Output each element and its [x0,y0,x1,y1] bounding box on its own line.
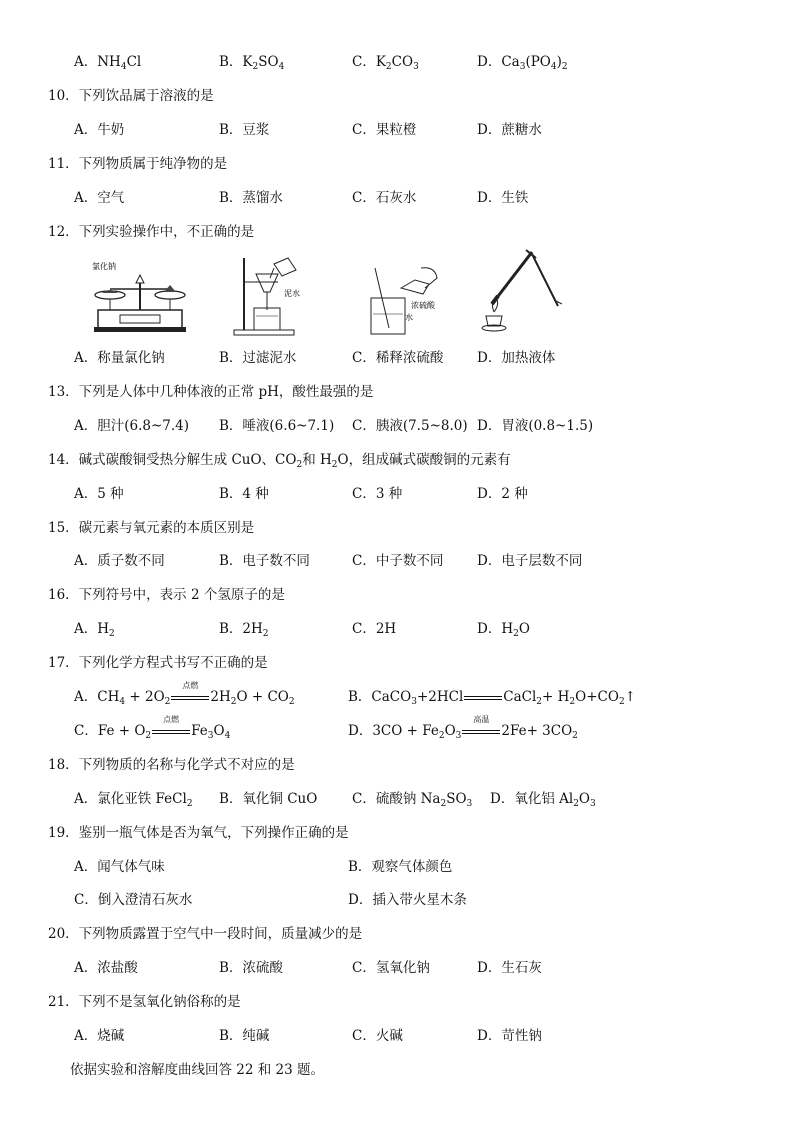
q10-stem: 10．下列饮品属于溶液的是 [48,88,214,104]
q17-option-d: D．$3CO + Fe_2O_3$ 高温 $2Fe+ 3CO_2$ [348,714,578,741]
q12-stem: 12．下列实验操作中，不正确的是 [48,224,255,240]
balance-label: 氯化钠 [92,262,116,271]
q11-option-c: C．石灰水 [352,190,417,206]
q18-option-c: C．硫酸钠 $Na_2SO_3$ [352,791,473,809]
q9-option-b: B．$K_2SO_4$ [219,54,285,72]
q16-option-c: C．2H [352,621,397,637]
q20-option-c: C．氢氧化钠 [352,960,430,976]
q13-option-b: B．唾液(6.6~7.1) [219,418,335,434]
q21-option-a: A．烧碱 [74,1028,125,1044]
equals-arrow: 高温 [462,727,500,737]
footer-instruction: 依据实验和溶解度曲线回答 22 和 23 题。 [70,1062,325,1078]
q11-option-b: B．蒸馏水 [219,190,283,206]
q19-stem: 19．鉴别一瓶气体是否为氧气，下列操作正确的是 [48,825,349,841]
q19-option-c: C．倒入澄清石灰水 [74,892,193,908]
q15-option-a: A．质子数不同 [74,553,165,569]
q17-option-b: B．CaCO$_3$+2HCl CaCl$_2$+ $H_2O+CO_2↑$ [348,689,636,707]
q11-stem: 11．下列物质属于纯净物的是 [48,156,228,172]
q13-stem: 13．下列是人体中几种体液的正常 pH，酸性最强的是 [48,384,374,400]
q21-option-d: D．苛性钠 [477,1028,542,1044]
q13-option-a: A．胆汁(6.8~7.4) [74,418,190,434]
q15-option-d: D．电子层数不同 [477,553,583,569]
q16-option-a: A．$H_2$ [74,621,115,639]
q12-option-d: D．加热液体 [477,350,556,366]
q9-option-a: A．$NH_4Cl$ [74,54,142,72]
q12-option-a: A．称量氯化钠 [74,350,165,366]
q18-option-b: B．氧化铜 CuO [219,791,318,807]
q19-option-a: A．闻气体气味 [74,859,165,875]
q11-option-d: D．生铁 [477,190,529,206]
q10-option-c: C．果粒橙 [352,122,417,138]
q10-option-d: D．蔗糖水 [477,122,542,138]
filtration-figure [230,252,315,337]
q14-option-a: A．5 种 [74,486,124,502]
q17-stem: 17．下列化学方程式书写不正确的是 [48,655,268,671]
q17-option-a: A．$CH_4 + 2O_2$ 点燃 $2H_2O + CO_2$ [74,680,295,707]
q12-option-b: B．过滤泥水 [219,350,297,366]
q19-option-d: D．插入带火星木条 [348,892,467,908]
q16-option-d: D．$H_2O$ [477,621,530,639]
q20-option-d: D．生石灰 [477,960,542,976]
dilution-figure [365,258,460,338]
dilution-label-water: 水 [405,313,413,322]
q14-option-c: C．3 种 [352,486,403,502]
q17-option-c: C．$Fe + O_2$ 点燃 $Fe_3O_4$ [74,714,231,741]
q13-option-d: D．胃液(0.8~1.5) [477,418,594,434]
q20-stem: 20．下列物质露置于空气中一段时间，质量减少的是 [48,926,363,942]
equals-arrow: 点燃 [152,727,190,737]
q12-option-c: C．稀释浓硫酸 [352,350,444,366]
q16-stem: 16．下列符号中，表示 2 个氢原子的是 [48,587,285,603]
q14-option-d: D．2 种 [477,486,528,502]
q21-stem: 21．下列不是氢氧化钠俗称的是 [48,994,241,1010]
q9-option-c: C．$K_2CO_3$ [352,54,419,72]
q18-stem: 18．下列物质的名称与化学式不对应的是 [48,757,295,773]
q16-option-b: B．$2H_2$ [219,621,269,639]
q14-stem: 14．碱式碳酸铜受热分解生成 CuO、$CO_2$和 $H_2O$，组成碱式碳酸铜的元素有 [48,452,511,470]
q19-option-b: B．观察气体颜色 [348,859,453,875]
q18-option-a: A．氯化亚铁 FeCl$_2$ [74,791,193,809]
equals-arrow [464,693,502,703]
q21-option-b: B．纯碱 [219,1028,270,1044]
q15-stem: 15．碳元素与氧元素的本质区别是 [48,520,255,536]
dilution-label-acid: 浓硫酸 [411,301,435,310]
q15-option-b: B．电子数不同 [219,553,310,569]
q13-option-c: C．胰液(7.5~8.0) [352,418,468,434]
equals-arrow: 点燃 [171,693,209,703]
q14-option-b: B．4 种 [219,486,269,502]
q18-option-d: D．氧化铝 $Al_2O_3$ [490,791,596,809]
filtration-label: 泥水 [284,289,300,298]
q20-option-a: A．浓盐酸 [74,960,138,976]
balance-figure [90,255,190,335]
heating-figure [478,244,568,334]
q20-option-b: B．浓硫酸 [219,960,283,976]
q10-option-b: B．豆浆 [219,122,270,138]
q10-option-a: A．牛奶 [74,122,125,138]
q9-option-d: D．$Ca_3(PO_4)_2$ [477,54,568,72]
q15-option-c: C．中子数不同 [352,553,444,569]
q21-option-c: C．火碱 [352,1028,403,1044]
q11-option-a: A．空气 [74,190,125,206]
